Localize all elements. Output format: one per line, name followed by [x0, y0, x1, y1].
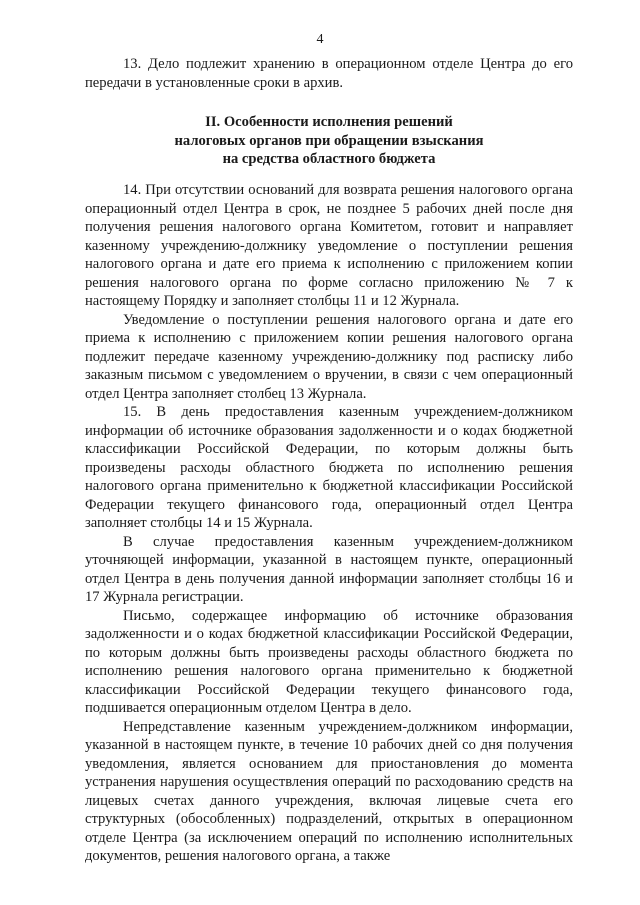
section-heading-line-1: II. Особенности исполнения решений [205, 114, 453, 130]
paragraph-15: 15. В день предоставления казенным учреждением-должником информации об источнике образования задолженности и о кодах бюджетной классификации Российской Федерации, по которым должны быть произведены расходы областного бюджета по исполнению решения налогового органа применительно к бюджетной классификации Российской Федерации текущего финансового года, операционный отдел Центра заполняет столбцы 14 и 15 Журнала. [85, 404, 573, 531]
section-body [85, 181, 573, 866]
section-heading-line-3: на средства областного бюджета [222, 151, 436, 167]
section-heading [85, 113, 573, 169]
paragraph-14: 14. При отсутствии оснований для возврата решения налогового органа операционный отдел Центра в срок, не позднее 5 рабочих дней после дня получения решения налогового органа Комитетом, готовит и направляет казенному учреждению-должнику уведомление о поступлении решения налогового органа и дате его приема к исполнению с приложением копии решения налогового органа по форме согласно приложению № 7 к настоящему Порядку и заполняет столбцы 11 и 12 Журнала. [85, 182, 573, 309]
paragraph-13: 13. Дело подлежит хранению в операционном отделе Центра до его передачи в установленные сроки в архив. [85, 56, 573, 91]
intro-section [85, 55, 573, 92]
paragraph-letter: Письмо, содержащее информацию об источнике образования задолженности и о кодах бюджетной классификации Российской Федерации, по которым должны быть произведены расходы областного бюджета по исполнению решения налогового органа применительно к бюджетной классификации Российской Федерации текущего финансового года, подшивается операционным отделом Центра в дело. [85, 607, 573, 716]
paragraph-clarifying-info: В случае предоставления казенным учреждением-должником уточняющей информации, указанной в настоящем пункте, операционный отдел Центра в день получения данной информации заполняет столбцы 16 и 17 Журнала регистрации. [85, 533, 573, 605]
paragraph-non-submission: Непредставление казенным учреждением-должником информации, указанной в настоящем пункте, в течение 10 рабочих дней со дня получения уведомления, является основанием для приостановления до момента устранения нарушения осуществления операций по расходованию средств на лицевых счетах данного учреждения, включая лицевые счета его структурных (обособленных) подразделений, открытых в операционном отделе Центра (за исключением операций по исполнению исполнительных документов, решения налогового органа, а также [85, 718, 573, 864]
section-heading-line-2: налоговых органов при обращении взыскания [174, 132, 484, 149]
paragraph-notice: Уведомление о поступлении решения налогового органа и дате его приема к исполнению с приложением копии решения налогового органа подлежит передаче казенному учреждению-должнику под расписку либо заказным письмом с уведомлением о вручении, в связи с чем операционный отдел Центра заполняет столбец 13 Журнала. [85, 311, 573, 402]
page-number: 4 [316, 32, 324, 47]
